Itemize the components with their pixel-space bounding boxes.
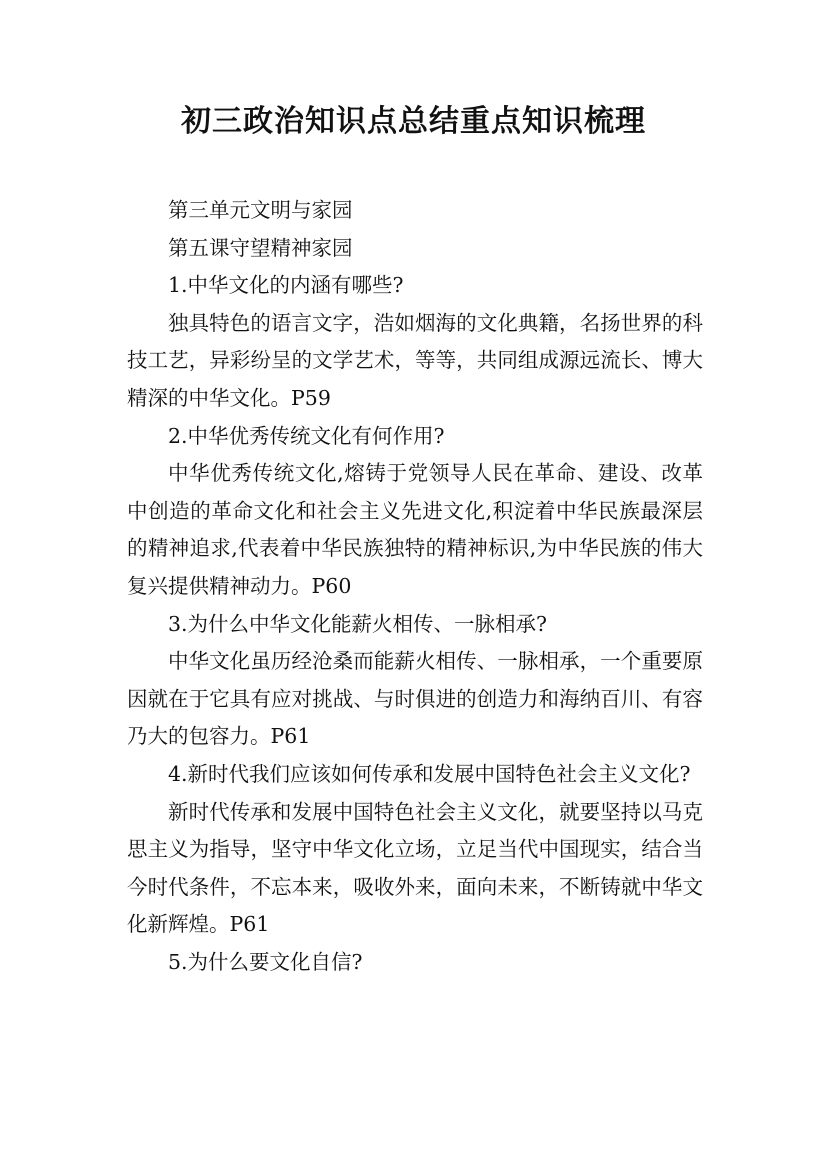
- unit-heading: 第三单元文明与家园: [168, 198, 353, 222]
- question-4: 4.新时代我们应该如何传承和发展中国特色社会主义文化?: [168, 761, 691, 786]
- lesson-heading: 第五课守望精神家园: [168, 235, 353, 260]
- question-1: 1.中华文化的内涵有哪些?: [168, 273, 404, 298]
- answer-3: 中华文化虽历经沧桑而能薪火相传、一脉相承，一个重要原因就在于它具有应对挑战、与时俱进的创造力和海纳百川、有容乃大的包容力。P61: [127, 649, 703, 749]
- question-2: 2.中华优秀传统文化有何作用?: [168, 423, 445, 448]
- question-3: 3.为什么中华文化能薪火相传、一脉相承?: [168, 611, 548, 636]
- answer-1: 独具特色的语言文字，浩如烟海的文化典籍，名扬世界的科技工艺，异彩纷呈的文学艺术，等等，共同组成源远流长、博大精深的中华文化。P59: [127, 310, 703, 410]
- answer-4: 新时代传承和发展中国特色社会主义文化，就要坚持以马克思主义为指导，坚守中华文化立场，立足当代中国现实，结合当今时代条件，不忘本来，吸收外来，面向未来，不断铸就中华文化新辉煌。P61: [127, 799, 703, 937]
- document-body: [127, 192, 703, 981]
- answer-2: 中华优秀传统文化,熔铸于党领导人民在革命、建设、改革中创造的革命文化和社会主义先进文化,积淀着中华民族最深层的精神追求,代表着中华民族独特的精神标识,为中华民族的伟大复兴提供精神动力。P60: [127, 461, 703, 598]
- question-5: 5.为什么要文化自信?: [168, 949, 363, 974]
- document-title: 初三政治知识点总结重点知识梳理: [181, 104, 646, 139]
